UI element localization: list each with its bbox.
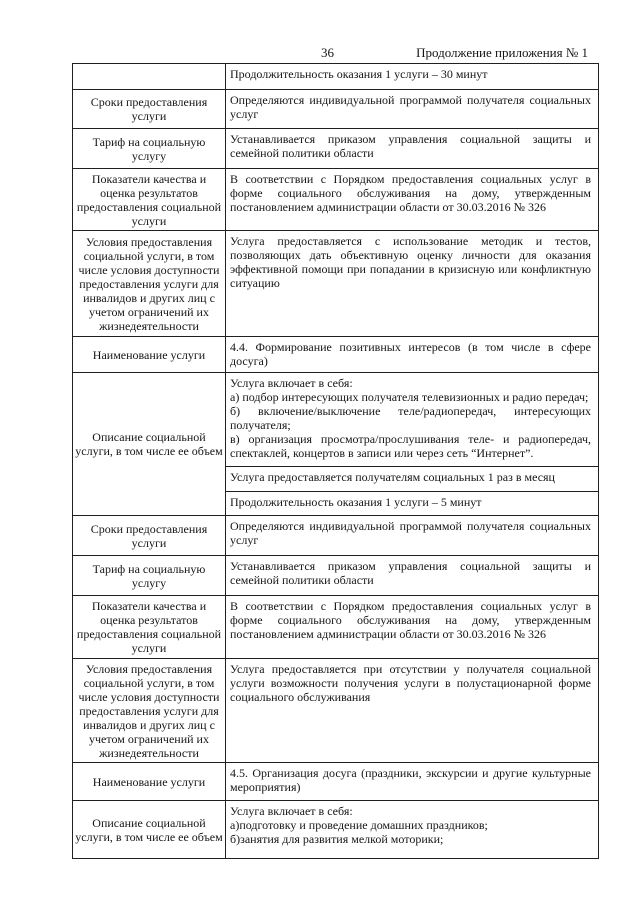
service-description-label [73,373,226,516]
service-terms-label [73,516,226,556]
table-row [73,763,599,801]
table-row [73,801,599,859]
tariff-value [226,556,599,596]
value-line: Услуга предоставляется с использование методик и тестов, [230,234,591,248]
value-line: б)занятия для развития мелкой моторики; [230,832,444,846]
label-line: Описание социальной [92,430,206,444]
value-line: Устанавливается приказом управления социальной защиты и [230,132,591,146]
value-line: В соответствии с Порядком предоставления социальных услуг в [230,172,591,186]
label-line: социальной услуги, в том [83,248,215,263]
service-name-label [73,337,226,373]
label-line: услугу [131,148,167,163]
empty-label-cell [73,64,226,90]
access-conditions-value [226,231,599,337]
service-terms-value [226,516,599,556]
service-name-value [226,337,599,373]
label-line: услуги [131,535,167,550]
label-line: Наименование услуги [92,774,206,789]
label-line: Тариф на социальную [92,134,206,149]
label-line: Условия предоставления [85,234,213,249]
label-line: оценка результатов [100,185,198,200]
table-row [73,129,599,169]
label-line: Тариф на социальную [92,561,206,576]
service-description-label [73,801,226,859]
label-line: Показатели качества и [91,171,207,186]
value-line: социального обслуживания [230,690,371,704]
services-table [72,63,599,859]
value-line: Определяются индивидуальной программой получателя социальных [230,519,591,533]
value-line: семейной политики области [230,146,374,160]
service-terms-label [73,90,226,129]
access-conditions-label [73,231,226,337]
value-line: позволяющих дать объективную оценку личности для оказания [230,248,591,262]
access-conditions-label [73,659,226,763]
access-conditions-value [226,659,599,763]
label-line: учетом ограничений их [89,731,209,746]
label-line: предоставления социальной [76,199,222,214]
label-line: услугу [131,575,167,590]
table-row [73,337,599,373]
value-line: 4.5. Организация досуга (праздники, экскурсии и другие культурные [230,766,591,780]
label-line: предоставления социальной [76,627,222,641]
label-line: числе условия доступности [78,262,220,277]
label-line: предоставления услуги для [79,276,219,291]
label-line: услуги, в том числе ее объем [75,444,223,458]
value-line: Услуга включает в себя: [230,804,353,818]
label-line: Условия предоставления [85,661,213,676]
value-line: Устанавливается приказом управления социальной защиты и [230,559,591,573]
value-line: форме социального обслуживания на дому, утвержденным [230,613,591,627]
label-line: социальной услуги, в том [83,675,215,690]
value-line: эффективной помощи при попадании в кризисную или конфликтную [230,262,591,276]
label-line: Сроки предоставления [90,95,208,109]
label-line: инвалидов и других лиц с [83,717,215,732]
label-line: услуги [131,109,167,123]
service-duration-value [226,64,599,90]
value-line: семейной политики области [230,573,374,587]
value-line: постановлением администрации области от 30.03.2016 № 326 [230,627,547,641]
value-line: а)подготовку и проведение домашних праздников; [230,818,488,832]
quality-indicators-value [226,596,599,659]
service-frequency-value [226,467,599,492]
value-line: Определяются индивидуальной программой получателя социальных [230,93,591,107]
tariff-label [73,556,226,596]
value-line: досуга) [230,354,268,368]
value-line: ситуацию [230,276,280,290]
page-number: 36 [321,45,334,60]
quality-indicators-label [73,596,226,659]
label-line: услуги, в том числе ее объем [75,829,223,844]
table-row [73,169,599,231]
label-line: числе условия доступности [78,689,220,704]
service-description-value [226,373,599,467]
quality-indicators-label [73,169,226,231]
label-line: Описание социальной [92,815,206,830]
value-line: спектаклей, концертов в записи или через сеть “Интернет”. [230,446,534,460]
label-line: Показатели качества и [91,599,207,613]
value-line: а) подбор интересующих получателя телевизионных и радио передач; [230,390,589,404]
table-row [73,596,599,659]
label-line: услуги [131,213,167,228]
value-line: услуг [230,533,259,547]
value-line: Услуга предоставляется получателям социальных 1 раз в месяц [230,470,555,484]
label-line: учетом ограничений их [89,304,209,319]
label-line: Сроки предоставления [90,521,208,536]
table-row [73,659,599,763]
service-description-value [226,801,599,859]
table-row [73,231,599,337]
value-line: В соответствии с Порядком предоставления социальных услуг в [230,599,591,613]
service-name-label [73,763,226,801]
label-line: жизнедеятельности [99,745,199,760]
value-line: Продолжительность оказания 1 услуги – 30 минут [230,67,488,81]
label-line: Наименование услуги [92,347,206,362]
value-line: Услуга включает в себя: [230,376,353,390]
label-line: предоставления услуги для [79,703,219,718]
table-row [73,373,599,467]
value-line: форме социального обслуживания на дому, утвержденным [230,186,591,200]
service-terms-value [226,90,599,129]
value-line: услуг [230,107,259,121]
service-duration-value [226,492,599,516]
value-line: постановлением администрации области от 30.03.2016 № 326 [230,200,547,214]
value-line: Продолжительность оказания 1 услуги – 5 минут [230,495,482,509]
table-row [73,64,599,90]
table-row [73,556,599,596]
value-line: услуги возможности получения услуги в полустационарной форме [230,676,591,690]
label-line: оценка результатов [100,613,198,627]
label-line: инвалидов и других лиц с [83,290,215,305]
service-name-value [226,763,599,801]
label-line: жизнедеятельности [99,318,199,333]
value-line: мероприятия) [230,780,301,794]
label-line: услуги [131,641,167,655]
value-line: Услуга предоставляется при отсутствии у получателя социальной [230,662,591,676]
table-row [73,516,599,556]
value-line: в) организация просмотра/прослушивания теле- и радиопередач, [230,432,591,446]
appendix-continuation-note: Продолжение приложения № 1 [416,45,588,60]
value-line: получателя; [230,418,291,432]
tariff-value [226,129,599,169]
table-row [73,90,599,129]
quality-indicators-value [226,169,599,231]
value-line: б) включение/выключение теле/радиопередач, интересующих [230,404,591,418]
tariff-label [73,129,226,169]
value-line: 4.4. Формирование позитивных интересов (в том числе в сфере [230,340,591,354]
